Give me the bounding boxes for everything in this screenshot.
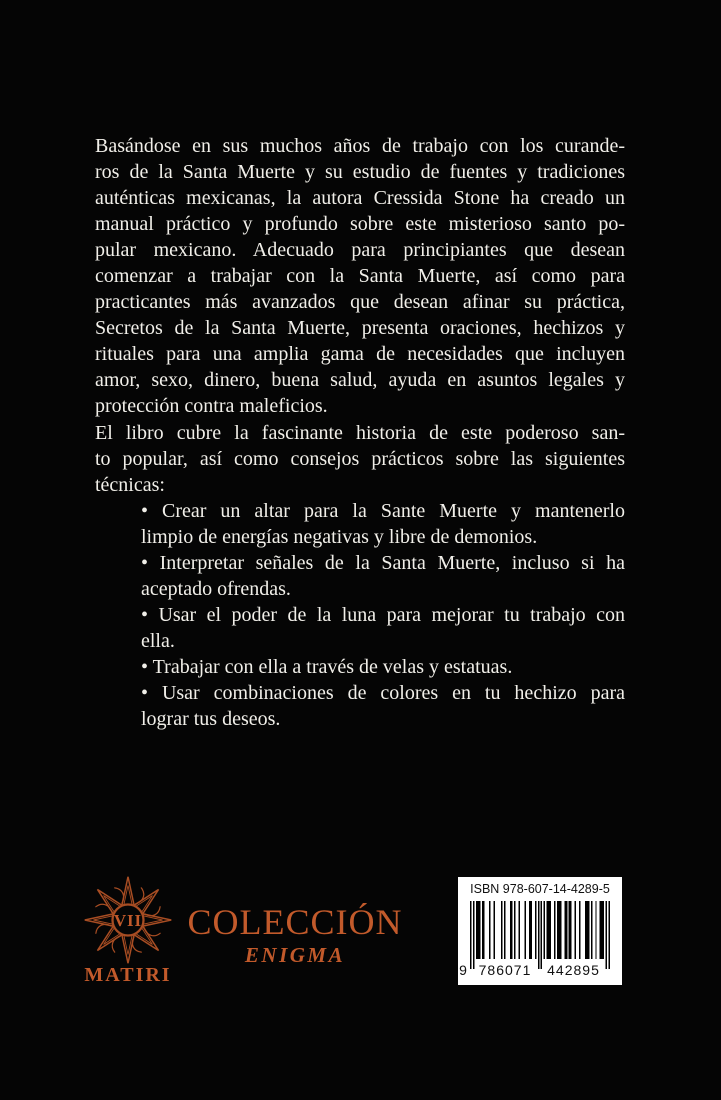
isbn-label: ISBN 978-607-14-4289-5 — [470, 882, 610, 896]
synopsis-line: ros de la Santa Muerte y su estudio de fuentes y tradiciones — [95, 161, 625, 184]
synopsis-line: técnicas: — [95, 473, 165, 496]
bullet-line: lograr tus deseos. — [141, 708, 281, 731]
bullet-line: • Crear un altar para la Sante Muerte y mantenerlo — [141, 499, 625, 522]
isbn-barcode-box — [458, 877, 622, 985]
bullet-line: aceptado ofrendas. — [141, 577, 291, 600]
barcode-digit-group: 786071 — [478, 962, 532, 978]
synopsis-line: pular mexicano. Adecuado para principiantes que desean — [95, 239, 625, 262]
synopsis-line: Basándose en sus muchos años de trabajo con los curande- — [95, 135, 625, 157]
bullet-line: • Interpretar señales de la Santa Muerte, incluso si ha — [141, 551, 625, 574]
synopsis-line: protección contra maleficios. — [95, 395, 328, 418]
emblem-numeral: VII — [113, 911, 143, 931]
barcode-digit-group: 9 — [459, 962, 468, 978]
bullet-line: • Usar combinaciones de colores en tu hechizo para — [141, 681, 625, 704]
collection-block — [180, 903, 410, 967]
bullet-line: • Usar el poder de la luna para mejorar tu trabajo con — [141, 603, 625, 626]
collection-subtitle: ENIGMA — [244, 943, 346, 967]
bullet-line: limpio de energías negativas y libre de demonios. — [141, 525, 538, 548]
synopsis-line: practicantes más avanzados que desean afinar su práctica, — [95, 291, 625, 314]
synopsis-line: Secretos de la Santa Muerte, presenta oraciones, hechizos y — [95, 317, 625, 340]
synopsis-line: rituales para una amplia gama de necesidades que incluyen — [95, 343, 625, 366]
synopsis-text — [95, 133, 625, 732]
synopsis-line: El libro cubre la fascinante historia de este poderoso san- — [95, 421, 625, 444]
barcode-digits — [458, 963, 622, 979]
synopsis-line: comenzar a trabajar con la Santa Muerte, así como para — [95, 265, 625, 288]
barcode-digit-group: 442895 — [547, 962, 600, 978]
synopsis-line: to popular, así como consejos prácticos sobre las siguientes — [95, 447, 625, 470]
publisher-sun-emblem — [81, 873, 175, 967]
sun-star-icon — [81, 873, 175, 967]
collection-title: COLECCIÓN — [187, 902, 403, 942]
bullet-line: • Trabajar con ella a través de velas y estatuas. — [141, 655, 513, 678]
synopsis-line: manual práctico y profundo sobre este misterioso santo po- — [95, 213, 625, 236]
barcode-bars — [470, 901, 610, 969]
bullet-line: ella. — [141, 629, 175, 652]
synopsis-line: amor, sexo, dinero, buena salud, ayuda en asuntos legales y — [95, 369, 625, 392]
synopsis-line: auténticas mexicanas, la autora Cressida Stone ha creado un — [95, 187, 625, 210]
publisher-name: MATIRI — [84, 964, 172, 986]
